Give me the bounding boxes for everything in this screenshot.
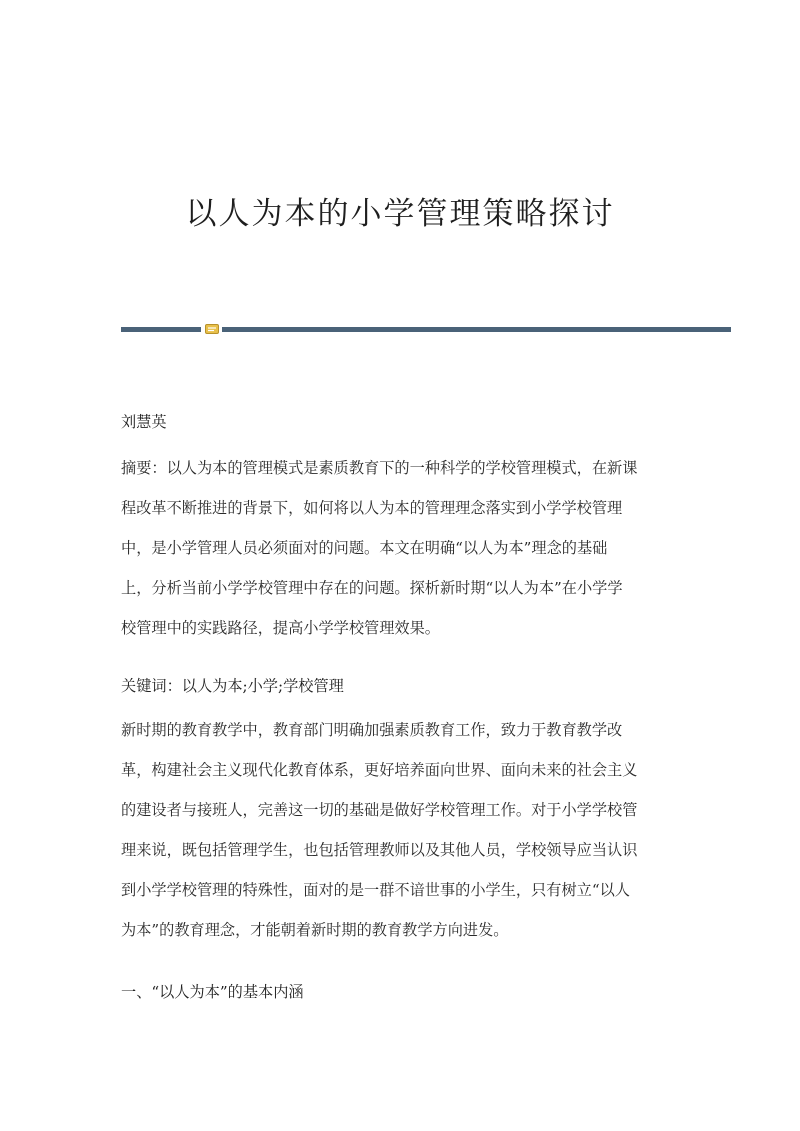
abstract-line: 中，是小学管理人员必须面对的问题。本文在明确“以人为本”理念的基础 [121, 539, 608, 557]
divider-left-segment [121, 327, 201, 332]
intro-paragraph [121, 710, 681, 950]
abstract-line: 校管理中的实践路径，提高小学学校管理效果。 [121, 619, 440, 637]
paragraph-line: 的建设者与接班人，完善这一切的基础是做好学校管理工作。对于小学学校管 [121, 801, 638, 819]
paragraph-line: 新时期的教育教学中，教育部门明确加强素质教育工作，致力于教育教学改 [121, 721, 623, 739]
author-name: 刘慧英 [121, 413, 167, 431]
divider-right-segment [222, 327, 731, 332]
document-title: 以人为本的小学管理策略探讨 [185, 196, 615, 232]
pencil-emblem-icon [205, 324, 219, 334]
title-divider [121, 324, 731, 334]
abstract-line: 摘要：以人为本的管理模式是素质教育下的一种科学的学校管理模式，在新课 [121, 459, 638, 477]
abstract-line: 程改革不断推进的背景下，如何将以人为本的管理理念落实到小学学校管理 [121, 499, 623, 517]
abstract [121, 448, 681, 648]
keywords: 关键词：以人为本;小学;学校管理 [121, 677, 344, 695]
paragraph-line: 理来说，既包括管理学生，也包括管理教师以及其他人员，学校领导应当认识 [121, 841, 638, 859]
paragraph-line: 为本”的教育理念，才能朝着新时期的教育教学方向进发。 [121, 921, 509, 939]
paragraph-line: 革，构建社会主义现代化教育体系，更好培养面向世界、面向未来的社会主义 [121, 761, 638, 779]
abstract-line: 上，分析当前小学学校管理中存在的问题。探析新时期“以人为本”在小学学 [121, 579, 623, 597]
section-heading: 一、“以人为本”的基本内涵 [121, 983, 304, 1001]
paragraph-line: 到小学学校管理的特殊性，面对的是一群不谙世事的小学生，只有树立“以人 [121, 881, 630, 899]
